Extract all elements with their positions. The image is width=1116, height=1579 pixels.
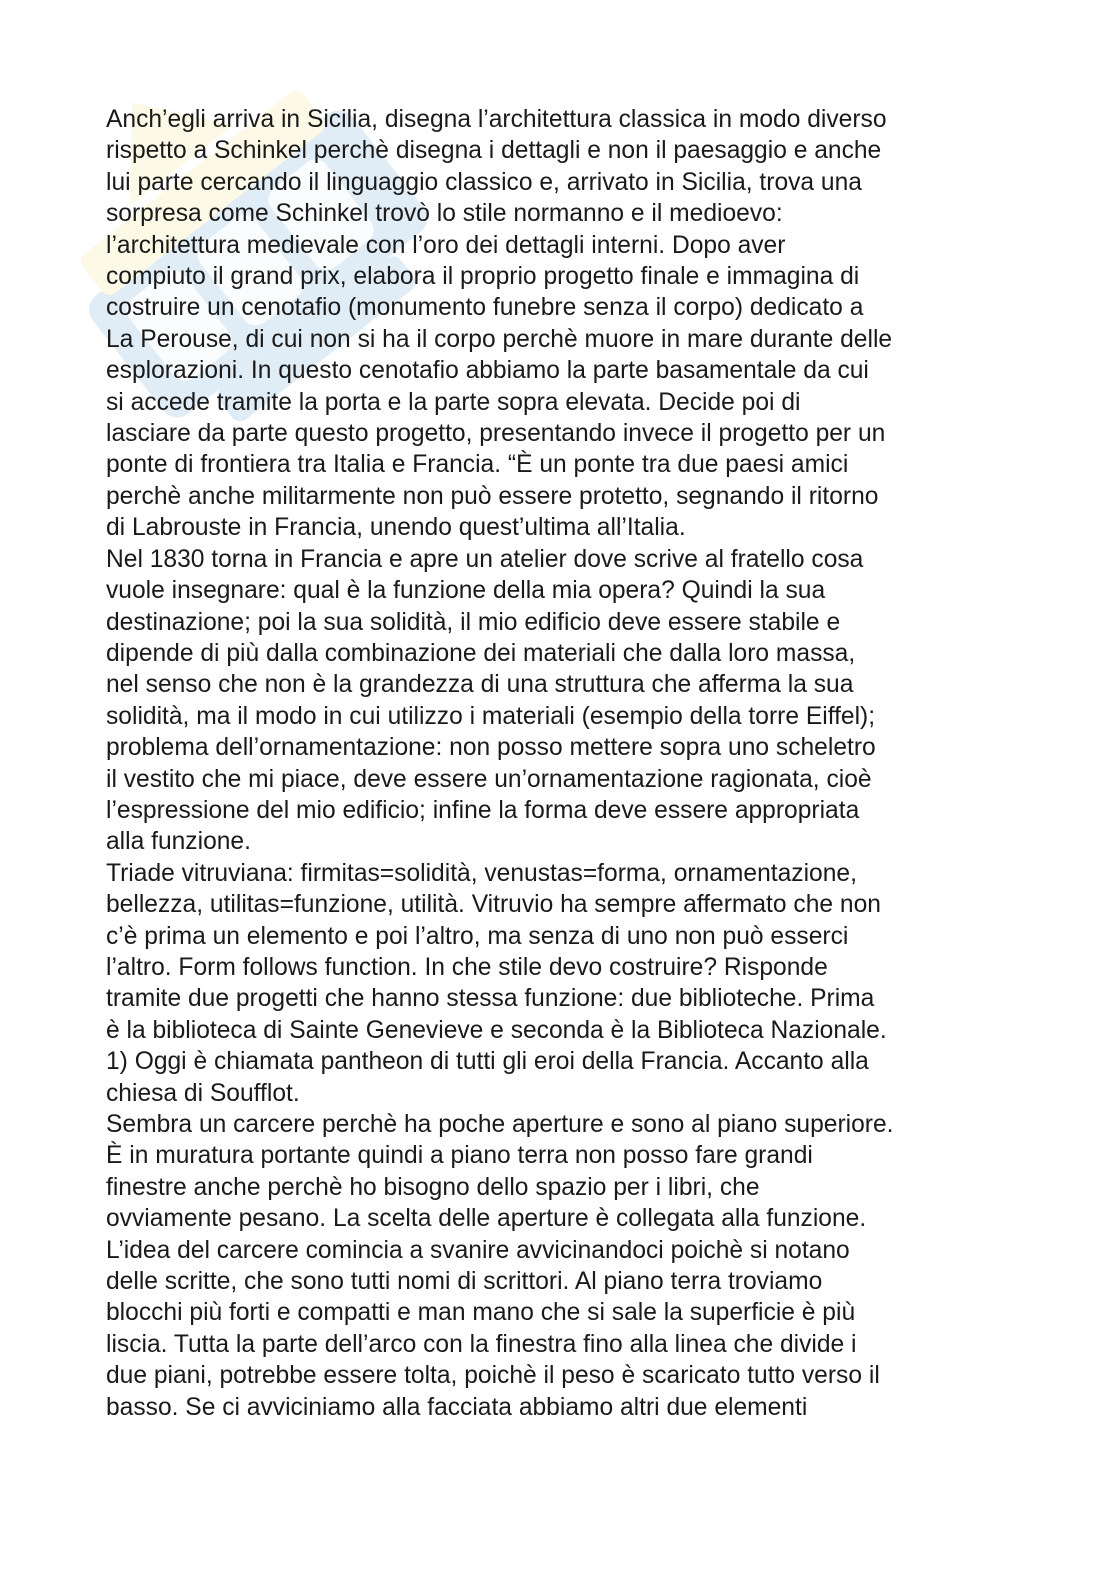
text-line: compiuto il grand prix, elabora il proprio progetto finale e immagina di <box>106 263 860 291</box>
text-line: 1) Oggi è chiamata pantheon di tutti gli eroi della Francia. Accanto alla <box>106 1048 869 1076</box>
text-line: c’è prima un elemento e poi l’altro, ma senza di uno non può esserci <box>106 922 849 950</box>
text-line: perchè anche militarmente non può essere protetto, segnando il ritorno <box>106 482 879 510</box>
text-line: solidità, ma il modo in cui utilizzo i materiali (esempio della torre Eiffel); <box>106 702 876 730</box>
text-line: l’espressione del mio edificio; infine la forma deve essere appropriata <box>106 796 860 824</box>
text-line: ponte di frontiera tra Italia e Francia. “È un ponte tra due paesi amici <box>106 451 849 479</box>
text-line: Nel 1830 torna in Francia e apre un atelier dove scrive al fratello cosa <box>106 545 864 573</box>
text-line: alla funzione. <box>106 828 251 856</box>
text-line: problema dell’ornamentazione: non posso mettere sopra uno scheletro <box>106 734 876 762</box>
text-line: esplorazioni. In questo cenotafio abbiamo la parte basamentale da cui <box>106 357 869 385</box>
text-line: delle scritte, che sono tutti nomi di scrittori. Al piano terra troviamo <box>106 1268 823 1296</box>
text-line: rispetto a Schinkel perchè disegna i dettagli e non il paesaggio e anche <box>106 137 882 165</box>
text-line: nel senso che non è la grandezza di una struttura che afferma la sua <box>106 671 854 699</box>
text-line: Anch’egli arriva in Sicilia, disegna l’architettura classica in modo diverso <box>106 106 887 133</box>
text-line: ovviamente pesano. La scelta delle aperture è collegata alla funzione. <box>106 1205 867 1233</box>
text-line: l’altro. Form follows function. In che stile devo costruire? Risponde <box>106 953 828 981</box>
text-line: lasciare da parte questo progetto, presentando invece il progetto per un <box>106 420 886 448</box>
text-line: l’architettura medievale con l’oro dei dettagli interni. Dopo aver <box>106 231 786 259</box>
text-line: liscia. Tutta la parte dell’arco con la finestra fino alla linea che divide i <box>106 1330 857 1358</box>
text-line: dipende di più dalla combinazione dei materiali che dalla loro massa, <box>106 639 856 667</box>
text-line: Triade vitruviana: firmitas=solidità, venustas=forma, ornamentazione, <box>106 859 857 887</box>
text-line: lui parte cercando il linguaggio classico e, arrivato in Sicilia, trova una <box>106 168 862 196</box>
text-line: di Labrouste in Francia, unendo quest’ultima all’Italia. <box>106 514 686 542</box>
text-line: bellezza, utilitas=funzione, utilità. Vitruvio ha sempre affermato che non <box>106 891 881 919</box>
text-line: si accede tramite la porta e la parte sopra elevata. Decide poi di <box>106 388 801 416</box>
text-line: finestre anche perchè ho bisogno dello spazio per i libri, che <box>106 1173 760 1201</box>
text-line: costruire un cenotafio (monumento funebre senza il corpo) dedicato a <box>106 294 864 322</box>
text-line: chiesa di Soufflot. <box>106 1079 300 1107</box>
text-line: L’idea del carcere comincia a svanire avvicinandoci poichè si notano <box>106 1236 850 1264</box>
text-line: La Perouse, di cui non si ha il corpo perchè muore in mare durante delle <box>106 325 893 353</box>
text-line: È in muratura portante quindi a piano terra non posso fare grandi <box>106 1142 813 1170</box>
text-line: sorpresa come Schinkel trovò lo stile normanno e il medioevo: <box>106 200 783 228</box>
text-line: il vestito che mi piace, deve essere un’ornamentazione ragionata, cioè <box>106 765 872 793</box>
text-line: due piani, potrebbe essere tolta, poichè il peso è scaricato tutto verso il <box>106 1362 880 1390</box>
text-line: è la biblioteca di Sainte Genevieve e seconda è la Biblioteca Nazionale. <box>106 1016 887 1044</box>
text-line: tramite due progetti che hanno stessa funzione: due biblioteche. Prima <box>106 985 875 1013</box>
document-body <box>106 104 1026 1423</box>
text-line: destinazione; poi la sua solidità, il mio edificio deve essere stabile e <box>106 608 841 636</box>
text-line: blocchi più forti e compatti e man mano che si sale la superficie è più <box>106 1299 856 1327</box>
text-line: Sembra un carcere perchè ha poche aperture e sono al piano superiore. <box>106 1111 894 1138</box>
text-line: vuole insegnare: qual è la funzione della mia opera? Quindi la sua <box>106 577 826 605</box>
text-line: basso. Se ci avviciniamo alla facciata abbiamo altri due elementi <box>106 1393 808 1421</box>
